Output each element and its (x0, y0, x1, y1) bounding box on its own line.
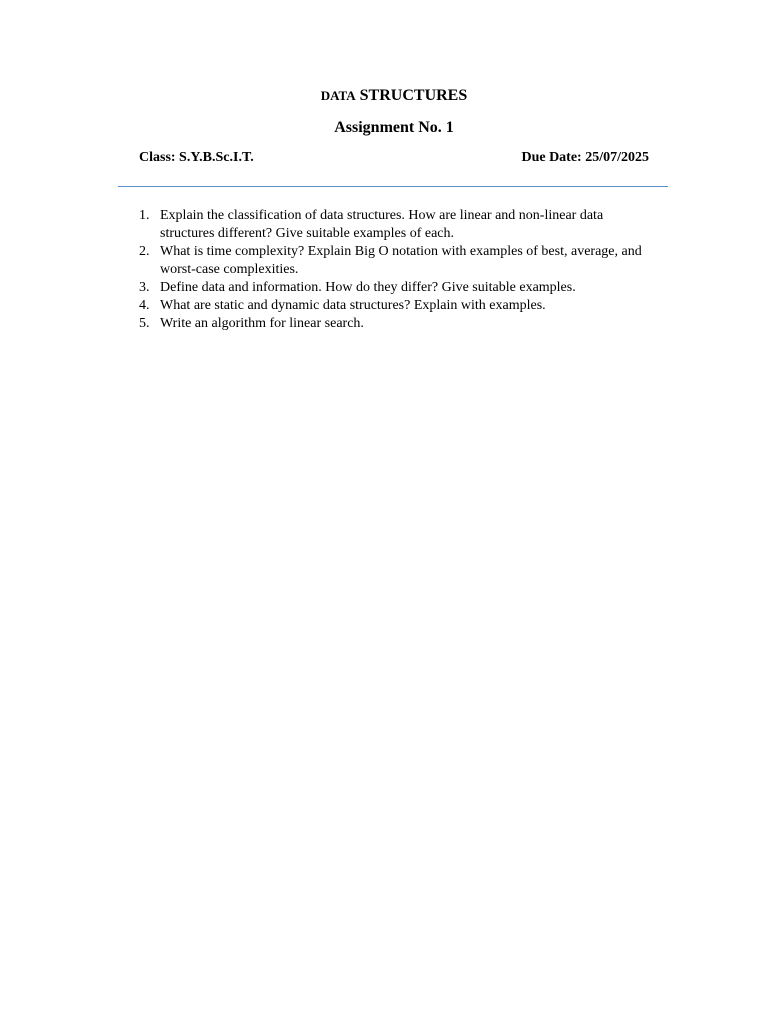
title-rest: STRUCTURES (359, 87, 468, 104)
question-item (139, 279, 659, 297)
document-title (0, 86, 768, 106)
question-number: 5. (139, 316, 150, 331)
question-item (139, 315, 659, 333)
question-item (139, 297, 659, 315)
question-item (139, 243, 659, 279)
header-divider (118, 186, 668, 187)
due-date-label: Due Date: 25/07/2025 (521, 150, 649, 165)
question-number: 4. (139, 298, 150, 313)
title-smallcaps: DATA (320, 88, 356, 103)
question-text: Explain the classification of data structures. How are linear and non-linear data structures different? Give suitable examples of each. (160, 208, 604, 241)
class-label: Class: S.Y.B.Sc.I.T. (139, 150, 254, 165)
question-list (139, 207, 659, 333)
question-text: Write an algorithm for linear search. (160, 316, 364, 331)
assignment-number: Assignment No. 1 (334, 119, 454, 136)
meta-row (139, 148, 649, 168)
question-number: 3. (139, 280, 150, 295)
question-text: What are static and dynamic data structures? Explain with examples. (160, 298, 546, 313)
question-text: What is time complexity? Explain Big O notation with examples of best, average, and worst-case complexities. (160, 244, 642, 277)
question-item (139, 207, 659, 243)
question-number: 2. (139, 244, 150, 259)
question-text: Define data and information. How do they differ? Give suitable examples. (160, 280, 576, 295)
question-number: 1. (139, 208, 150, 223)
